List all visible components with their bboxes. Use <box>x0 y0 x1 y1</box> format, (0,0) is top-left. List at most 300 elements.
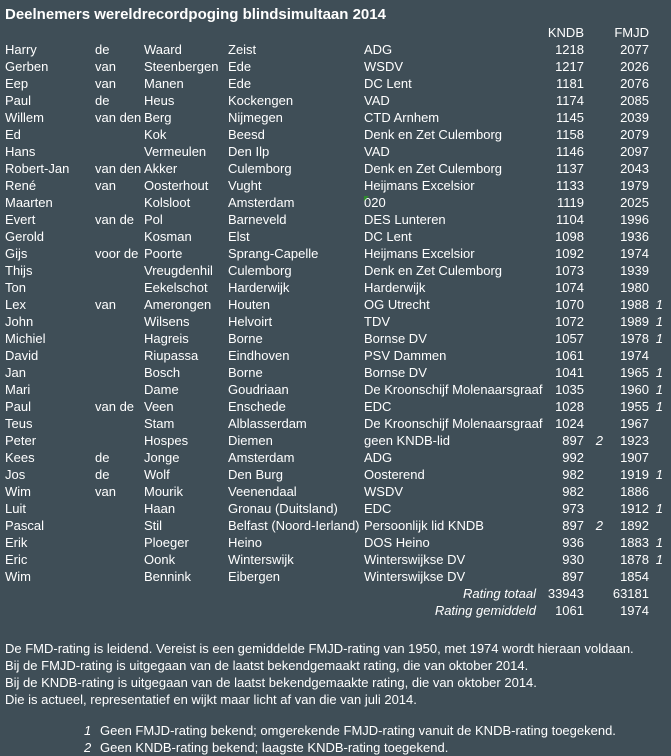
first-name-cell: Harry <box>5 42 37 57</box>
last-name-cell: Steenbergen <box>144 59 219 74</box>
fmjd-footnote-marker <box>649 432 666 449</box>
table-row <box>0 126 671 143</box>
fmjd-rating-cell: 1989 <box>620 314 649 329</box>
table-row <box>0 279 671 296</box>
table-row <box>0 58 671 75</box>
table-row <box>0 551 671 568</box>
last-name-cell: Kok <box>144 127 167 142</box>
summary-average-fmjd: 1974 <box>620 603 649 618</box>
first-name-cell: Erik <box>5 535 28 550</box>
table-row <box>0 211 671 228</box>
fmjd-rating-cell: 2076 <box>620 76 649 91</box>
table-row <box>0 194 671 211</box>
last-name-cell: Eekelschot <box>144 280 208 295</box>
kndb-footnote-marker <box>584 398 606 415</box>
kndb-rating-cell: 1070 <box>555 297 584 312</box>
summary-average-kndb: 1061 <box>555 603 584 618</box>
last-name-cell: Wolf <box>144 467 170 482</box>
first-name-cell: Michiel <box>5 331 46 346</box>
fmjd-footnote-marker: 1 <box>655 535 663 550</box>
city-cell: Goudriaan <box>228 382 289 397</box>
fmjd-footnote-marker <box>649 228 666 245</box>
city-cell: Winterswijk <box>228 552 294 567</box>
fmjd-footnote-marker <box>649 347 666 364</box>
city-cell: Zeist <box>228 42 257 57</box>
club-cell: WSDV <box>364 59 403 74</box>
kndb-rating-cell: 992 <box>562 450 584 465</box>
table-row <box>0 313 671 330</box>
name-infix-cell <box>95 262 144 279</box>
summary-average-label: Rating gemiddeld <box>434 603 536 618</box>
first-name-cell: René <box>5 178 37 193</box>
last-name-cell: Stam <box>144 416 175 431</box>
city-cell: Ede <box>228 76 252 91</box>
club-cell: 020 <box>364 195 386 210</box>
last-name-cell: Veen <box>144 399 174 414</box>
summary-total-label: Rating totaal <box>463 586 536 601</box>
city-cell: Beesd <box>228 127 265 142</box>
first-name-cell: Willem <box>5 110 44 125</box>
summary-spacer-3 <box>584 602 606 619</box>
kndb-rating-cell: 973 <box>562 501 584 516</box>
fmjd-rating-cell: 2097 <box>620 144 649 159</box>
header-spacer <box>584 24 606 41</box>
footnote-item <box>0 739 671 756</box>
table-row <box>0 330 671 347</box>
table-row <box>0 92 671 109</box>
club-cell: De Kroonschijf Molenaarsgraaf <box>364 382 543 397</box>
kndb-rating-cell: 1061 <box>555 348 584 363</box>
club-cell: Oosterend <box>364 467 425 482</box>
club-cell: Denk en Zet Culemborg <box>364 263 503 278</box>
first-name-cell: David <box>5 348 39 363</box>
table-row <box>0 381 671 398</box>
city-cell: Diemen <box>228 433 273 448</box>
fmjd-rating-cell: 2077 <box>620 42 649 57</box>
city-cell: Veenendaal <box>228 484 297 499</box>
kndb-footnote-marker <box>584 449 606 466</box>
club-cell: Denk en Zet Culemborg <box>364 127 503 142</box>
club-cell: Bornse DV <box>364 331 427 346</box>
fmjd-rating-cell: 1974 <box>620 246 649 261</box>
fmjd-rating-cell: 1854 <box>620 569 649 584</box>
fmjd-rating-cell: 1886 <box>620 484 649 499</box>
fmjd-footnote-marker: 1 <box>655 467 663 482</box>
club-cell: Harderwijk <box>364 280 426 295</box>
first-name-cell: Thijs <box>5 263 33 278</box>
fmjd-rating-cell: 1955 <box>620 399 649 414</box>
table-row <box>0 500 671 517</box>
table-row <box>0 534 671 551</box>
table-row <box>0 41 671 58</box>
kndb-footnote-marker <box>584 211 606 228</box>
name-infix-cell: van <box>95 76 116 91</box>
first-name-cell: Gerold <box>5 229 45 244</box>
summary-spacer-2 <box>649 585 666 602</box>
city-cell: Nijmegen <box>228 110 283 125</box>
city-cell: Houten <box>228 297 270 312</box>
kndb-footnote-marker <box>584 500 606 517</box>
first-name-cell: Wim <box>5 484 31 499</box>
table-header-row <box>0 24 671 41</box>
fmjd-footnote-marker: 1 <box>655 552 663 567</box>
name-infix-cell <box>95 313 144 330</box>
fmjd-rating-cell: 1939 <box>620 263 649 278</box>
city-cell: Elst <box>228 229 250 244</box>
summary-spacer-4 <box>649 602 666 619</box>
kndb-footnote-marker <box>584 262 606 279</box>
participants-rows <box>0 41 671 585</box>
kndb-rating-cell: 1041 <box>555 365 584 380</box>
table-row <box>0 466 671 483</box>
fmjd-rating-cell: 2085 <box>620 93 649 108</box>
name-infix-cell: voor de <box>95 246 139 261</box>
kndb-footnote-marker <box>584 143 606 160</box>
last-name-cell: Berg <box>144 110 172 125</box>
fmjd-footnote-marker: 1 <box>655 314 663 329</box>
club-cell: OG Utrecht <box>364 297 430 312</box>
fmjd-footnote-marker: 1 <box>655 365 663 380</box>
city-cell: Barneveld <box>228 212 287 227</box>
club-cell: Heijmans Excelsior <box>364 246 475 261</box>
kndb-rating-cell: 897 <box>562 433 584 448</box>
last-name-cell: Vermeulen <box>144 144 207 159</box>
table-row <box>0 568 671 585</box>
kndb-footnote-marker <box>584 75 606 92</box>
table-row <box>0 296 671 313</box>
kndb-rating-cell: 1174 <box>556 93 584 108</box>
kndb-rating-cell: 1073 <box>555 263 584 278</box>
first-name-cell: Maarten <box>5 195 53 210</box>
table-row <box>0 177 671 194</box>
first-name-cell: John <box>5 314 34 329</box>
last-name-cell: Oonk <box>144 552 176 567</box>
kndb-footnote-marker <box>584 58 606 75</box>
club-cell: DOS Heino <box>364 535 430 550</box>
kndb-footnote-marker <box>584 296 606 313</box>
table-row <box>0 398 671 415</box>
kndb-footnote-marker <box>584 126 606 143</box>
last-name-cell: Hagreis <box>144 331 189 346</box>
name-infix-cell <box>95 500 144 517</box>
notes-block <box>0 640 671 708</box>
fmjd-footnote-marker <box>649 483 666 500</box>
last-name-cell: Waard <box>144 42 182 57</box>
last-name-cell: Dame <box>144 382 179 397</box>
first-name-cell: Luit <box>5 501 26 516</box>
fmjd-footnote-marker <box>649 211 666 228</box>
club-cell: geen KNDB-lid <box>364 433 450 448</box>
fmjd-rating-cell: 1883 <box>620 535 649 550</box>
fmjd-footnote-marker <box>649 126 666 143</box>
fmjd-rating-cell: 2039 <box>620 110 649 125</box>
footnote-item <box>0 722 671 739</box>
kndb-footnote-marker <box>584 568 606 585</box>
note-line: De FMD-rating is leidend. Vereist is een gemiddelde FMJD-rating van 1950, met 1974 wordt hieraan voldaan. <box>5 641 634 656</box>
name-infix-cell <box>95 126 144 143</box>
fmjd-footnote-marker: 1 <box>655 382 663 397</box>
kndb-footnote-marker <box>584 109 606 126</box>
table-row <box>0 109 671 126</box>
kndb-rating-cell: 1072 <box>555 314 584 329</box>
name-infix-cell <box>95 568 144 585</box>
kndb-footnote-marker <box>584 381 606 398</box>
kndb-rating-cell: 1028 <box>555 399 584 414</box>
kndb-footnote-marker <box>584 41 606 58</box>
last-name-cell: Stil <box>144 518 163 533</box>
club-cell: Winterswijkse DV <box>364 569 466 584</box>
note-line: Bij de KNDB-rating is uitgegaan van de laatst bekendgemaakte rating, die van oktober 2014. <box>5 675 537 690</box>
name-infix-cell: de <box>95 450 110 465</box>
footnote-number: 2 <box>84 740 92 755</box>
fmjd-footnote-marker <box>649 449 666 466</box>
fmjd-footnote-marker <box>649 41 666 58</box>
kndb-rating-cell: 936 <box>562 535 584 550</box>
kndb-footnote-marker <box>584 177 606 194</box>
fmjd-footnote-marker <box>649 194 666 211</box>
fmjd-footnote-marker <box>649 92 666 109</box>
table-row <box>0 449 671 466</box>
first-name-cell: Robert-Jan <box>5 161 70 176</box>
first-name-cell: Gijs <box>5 246 28 261</box>
fmjd-rating-cell: 1965 <box>620 365 649 380</box>
kndb-rating-cell: 1181 <box>556 76 584 91</box>
kndb-rating-cell: 982 <box>562 484 584 499</box>
table-row <box>0 364 671 381</box>
kndb-footnote-marker <box>584 483 606 500</box>
first-name-cell: Eric <box>5 552 28 567</box>
fmjd-footnote-marker <box>649 415 666 432</box>
city-cell: Kockengen <box>228 93 294 108</box>
name-infix-cell <box>95 279 144 296</box>
summary-spacer <box>584 585 606 602</box>
name-infix-cell: van <box>95 297 116 312</box>
last-name-cell: Pol <box>144 212 163 227</box>
kndb-footnote-marker: 2 <box>595 433 603 448</box>
kndb-rating-cell: 1137 <box>556 161 584 176</box>
fmjd-rating-cell: 1979 <box>620 178 649 193</box>
table-row <box>0 347 671 364</box>
header-first-name <box>5 24 95 41</box>
city-cell: Den Ilp <box>228 144 270 159</box>
kndb-rating-cell: 1218 <box>555 42 584 57</box>
club-cell: ADG <box>364 42 393 57</box>
first-name-cell: Peter <box>5 433 37 448</box>
city-cell: Amsterdam <box>228 195 295 210</box>
kndb-footnote-marker <box>584 245 606 262</box>
fmjd-rating-cell: 2079 <box>620 127 649 142</box>
club-cell: De Kroonschijf Molenaarsgraaf <box>364 416 543 431</box>
summary-total-kndb: 33943 <box>547 586 584 601</box>
first-name-cell: Ed <box>5 127 21 142</box>
kndb-rating-cell: 1133 <box>556 178 584 193</box>
summary-row-average <box>0 602 671 619</box>
fmjd-rating-cell: 1974 <box>620 348 649 363</box>
fmjd-footnote-marker <box>649 177 666 194</box>
fmjd-rating-cell: 1996 <box>620 212 649 227</box>
name-infix-cell: van den <box>95 161 142 176</box>
kndb-rating-cell: 1074 <box>555 280 584 295</box>
kndb-footnote-marker <box>584 92 606 109</box>
fmjd-rating-cell: 1919 <box>620 467 649 482</box>
header-kndb-label: KNDB <box>547 25 584 40</box>
first-name-cell: Jos <box>5 467 26 482</box>
last-name-cell: Manen <box>144 76 184 91</box>
city-cell: Gronau (Duitsland) <box>228 501 338 516</box>
first-name-cell: Jan <box>5 365 26 380</box>
fmjd-rating-cell: 1892 <box>620 518 649 533</box>
fmjd-rating-cell: 1912 <box>620 501 649 516</box>
fmjd-rating-cell: 1907 <box>620 450 649 465</box>
fmjd-rating-cell: 1978 <box>620 331 649 346</box>
kndb-rating-cell: 1145 <box>556 110 584 125</box>
table-row <box>0 75 671 92</box>
first-name-cell: Paul <box>5 399 32 414</box>
city-cell: Eindhoven <box>228 348 290 363</box>
club-cell: CTD Arnhem <box>364 110 440 125</box>
first-name-cell: Wim <box>5 569 31 584</box>
fmjd-footnote-marker: 1 <box>655 399 663 414</box>
last-name-cell: Poorte <box>144 246 183 261</box>
kndb-rating-cell: 1119 <box>557 195 584 210</box>
kndb-footnote-marker: 2 <box>595 518 603 533</box>
name-infix-cell <box>95 534 144 551</box>
fmjd-rating-cell: 2025 <box>620 195 649 210</box>
name-infix-cell: de <box>95 93 110 108</box>
kndb-rating-cell: 930 <box>562 552 584 567</box>
fmjd-rating-cell: 1988 <box>620 297 649 312</box>
club-cell: DC Lent <box>364 229 412 244</box>
name-infix-cell <box>95 194 144 211</box>
last-name-cell: Bennink <box>144 569 191 584</box>
club-cell: ADG <box>364 450 393 465</box>
club-cell: DC Lent <box>364 76 412 91</box>
kndb-footnote-marker <box>584 160 606 177</box>
fmjd-footnote-marker: 1 <box>655 501 663 516</box>
kndb-footnote-marker <box>584 347 606 364</box>
name-infix-cell <box>95 432 144 449</box>
first-name-cell: Mari <box>5 382 31 397</box>
fmjd-rating-cell: 2026 <box>620 59 649 74</box>
kndb-footnote-marker <box>584 279 606 296</box>
fmjd-rating-cell: 1967 <box>620 416 649 431</box>
kndb-rating-cell: 1024 <box>555 416 584 431</box>
fmjd-footnote-marker <box>649 160 666 177</box>
name-infix-cell: van <box>95 178 116 193</box>
table-row <box>0 517 671 534</box>
last-name-cell: Kolsloot <box>144 195 191 210</box>
club-cell: WSDV <box>364 484 403 499</box>
name-infix-cell <box>95 381 144 398</box>
fmjd-footnote-marker <box>649 143 666 160</box>
fmjd-footnote-marker <box>649 262 666 279</box>
club-cell: DES Lunteren <box>364 212 446 227</box>
city-cell: Culemborg <box>228 161 292 176</box>
header-city <box>228 24 364 41</box>
first-name-cell: Teus <box>5 416 33 431</box>
first-name-cell: Pascal <box>5 518 45 533</box>
city-cell: Den Burg <box>228 467 283 482</box>
table-row <box>0 483 671 500</box>
last-name-cell: Akker <box>144 161 178 176</box>
club-cell: TDV <box>364 314 390 329</box>
city-cell: Borne <box>228 365 263 380</box>
name-infix-cell: de <box>95 42 110 57</box>
last-name-cell: Kosman <box>144 229 192 244</box>
header-club <box>364 24 542 41</box>
kndb-rating-cell: 1217 <box>555 59 584 74</box>
first-name-cell: Paul <box>5 93 32 108</box>
name-infix-cell <box>95 330 144 347</box>
club-cell: PSV Dammen <box>364 348 447 363</box>
last-name-cell: Vreugdenhil <box>144 263 213 278</box>
note-line: Bij de FMJD-rating is uitgegaan van de laatst bekendgemaakt rating, die van oktober 2014. <box>5 658 529 673</box>
kndb-footnote-marker <box>584 551 606 568</box>
last-name-cell: Haan <box>144 501 176 516</box>
name-infix-cell: van <box>95 59 116 74</box>
last-name-cell: Jonge <box>144 450 180 465</box>
first-name-cell: Gerben <box>5 59 49 74</box>
fmjd-rating-cell: 1878 <box>620 552 649 567</box>
first-name-cell: Eep <box>5 76 29 91</box>
last-name-cell: Heus <box>144 93 175 108</box>
city-cell: Enschede <box>228 399 286 414</box>
fmjd-footnote-marker <box>649 75 666 92</box>
kndb-rating-cell: 897 <box>562 569 584 584</box>
last-name-cell: Oosterhout <box>144 178 209 193</box>
header-fmjd-label: FMJD <box>614 25 649 40</box>
footnote-text: Geen FMJD-rating bekend; omgerekende FMJD-rating vanuit de KNDB-rating toegekend. <box>100 723 616 738</box>
name-infix-cell <box>95 143 144 160</box>
city-cell: Ede <box>228 59 252 74</box>
rating-table <box>0 24 671 619</box>
table-row <box>0 415 671 432</box>
kndb-footnote-marker <box>584 364 606 381</box>
fmjd-footnote-marker <box>649 109 666 126</box>
last-name-cell: Wilsens <box>144 314 190 329</box>
club-cell: VAD <box>364 144 390 159</box>
kndb-rating-cell: 1057 <box>555 331 584 346</box>
fmjd-rating-cell: 1960 <box>620 382 649 397</box>
last-name-cell: Amerongen <box>144 297 212 312</box>
club-cell: Persoonlijk lid KNDB <box>364 518 484 533</box>
page-title: Deelnemers wereldrecordpoging blindsimultaan 2014 <box>5 6 386 23</box>
table-row <box>0 160 671 177</box>
summary-row-total <box>0 585 671 602</box>
kndb-footnote-marker <box>584 466 606 483</box>
first-name-cell: Lex <box>5 297 26 312</box>
city-cell: Sprang-Capelle <box>228 246 319 261</box>
kndb-rating-cell: 982 <box>562 467 584 482</box>
city-cell: Alblasserdam <box>228 416 307 431</box>
header-infix <box>95 24 144 41</box>
city-cell: Helvoirt <box>228 314 273 329</box>
fmjd-footnote-marker <box>649 58 666 75</box>
fmjd-footnote-marker <box>649 245 666 262</box>
fmjd-footnote-marker <box>649 517 666 534</box>
fmjd-rating-cell: 1923 <box>620 433 649 448</box>
name-infix-cell: van den <box>95 110 142 125</box>
club-cell: EDC <box>364 399 392 414</box>
club-cell: Denk en Zet Culemborg <box>364 161 503 176</box>
name-infix-cell <box>95 347 144 364</box>
kndb-footnote-marker <box>584 415 606 432</box>
kndb-rating-cell: 1035 <box>555 382 584 397</box>
fmjd-footnote-marker <box>649 279 666 296</box>
name-infix-cell <box>95 228 144 245</box>
first-name-cell: Evert <box>5 212 36 227</box>
city-cell: Harderwijk <box>228 280 290 295</box>
